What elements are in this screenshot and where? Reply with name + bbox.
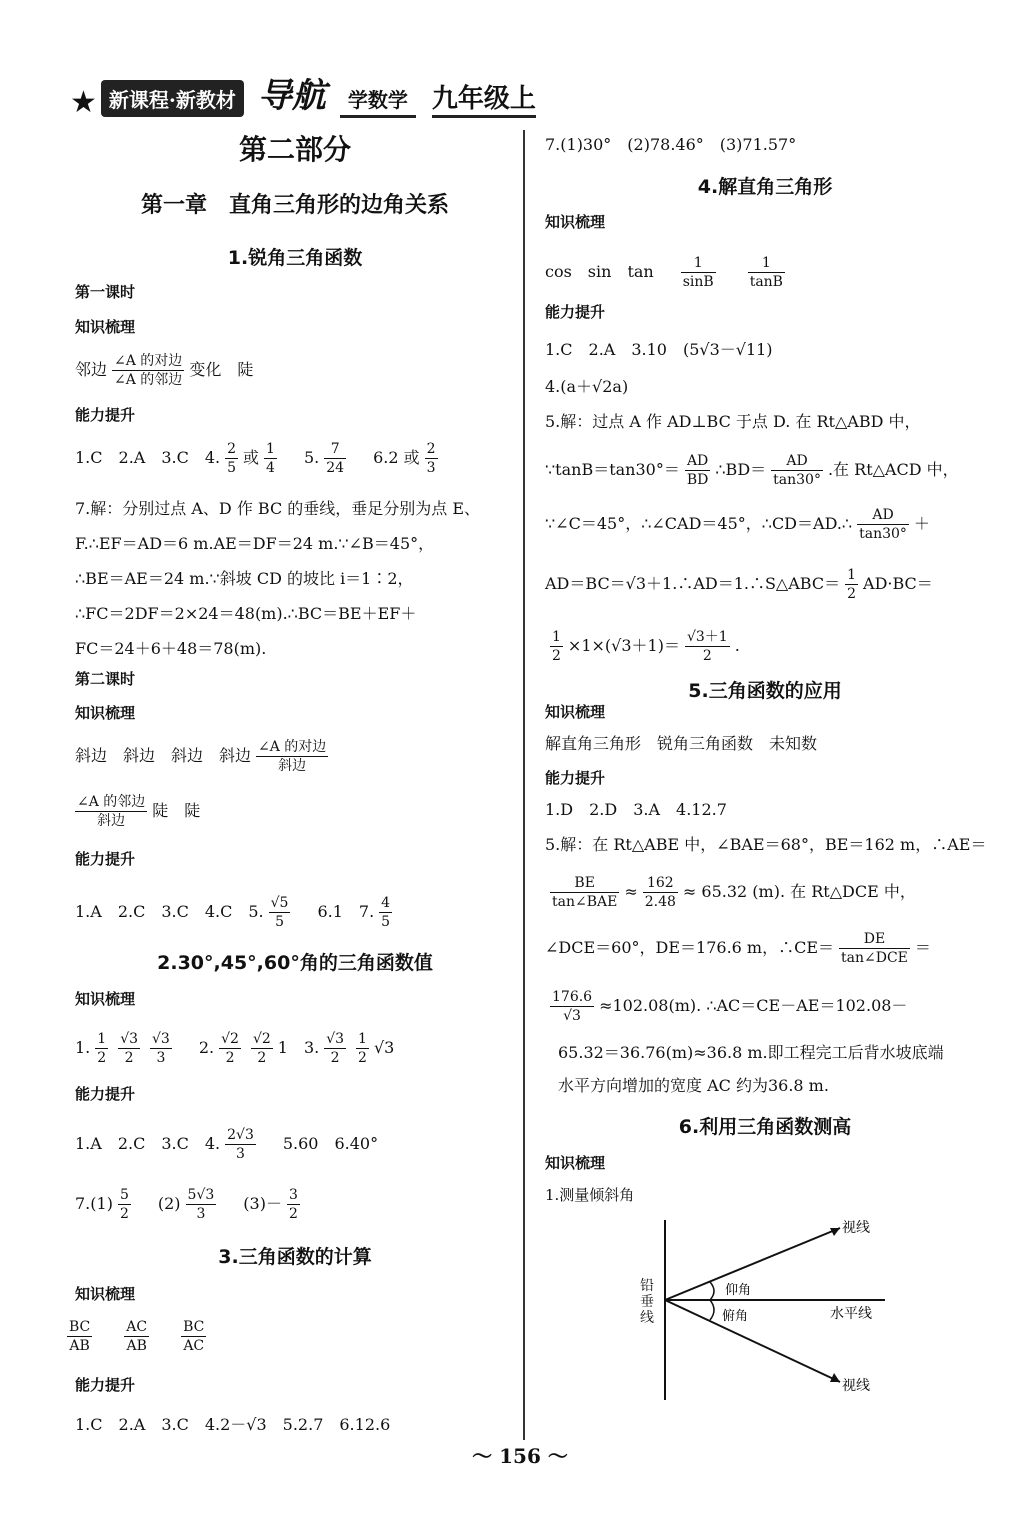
text: (3)－ [243, 1194, 282, 1213]
sight-line-up [665, 1228, 840, 1300]
den: 5 [381, 914, 391, 930]
s3-q7: 7.(1)30° (2)78.46° (3)71.57° [545, 135, 797, 154]
num: √3 [120, 1031, 139, 1047]
den: BD [686, 472, 709, 488]
fraction [550, 874, 619, 911]
s1-p7a: 7.解：分别过点 A、D 作 BC 的垂线，垂足分别为点 E、 [75, 499, 481, 518]
num: 5√3 [187, 1187, 215, 1203]
page-number: 〜 156 〜 [472, 1444, 568, 1468]
section6-title: 6.利用三角函数测高 [678, 1116, 852, 1138]
text: ∵tanB＝tan30°＝ [545, 460, 680, 479]
den: 2 [330, 1050, 340, 1066]
zs-label: 知识梳理 [545, 1154, 606, 1172]
s5-p5e: 65.32＝36.76(m)≈36.8 m.即工程完工后背水坡底端 [558, 1043, 944, 1062]
s1-nl2 [75, 894, 397, 931]
nl-label: 能力提升 [75, 1376, 136, 1394]
num: 1 [266, 441, 275, 457]
s5-p5f: 水平方向增加的宽度 AC 约为36.8 m. [558, 1076, 829, 1095]
text: 2. [198, 1038, 215, 1057]
den: tan30° [859, 526, 907, 542]
s5-zs: 解直角三角形 锐角三角函数 未知数 [545, 734, 818, 753]
den: 2 [124, 1050, 134, 1066]
text: AD·BC＝ [863, 574, 933, 593]
section3-title: 3.三角函数的计算 [218, 1246, 372, 1268]
fraction [681, 254, 716, 291]
depression-arc [710, 1300, 714, 1320]
column-divider [523, 130, 525, 1440]
section5-title: 5.三角函数的应用 [688, 680, 842, 702]
text: ∠DCE＝60°，DE＝176.6 m，∴CE＝ [545, 938, 835, 957]
page-number-text: 156 [499, 1444, 541, 1468]
fraction [118, 1030, 140, 1067]
num: 4 [381, 895, 391, 911]
fraction [118, 1186, 131, 1223]
text: . [734, 636, 740, 655]
s1-zs2 [75, 738, 333, 775]
text: ＝ [914, 938, 931, 957]
fraction [379, 894, 392, 931]
nl-label: 能力提升 [545, 769, 606, 787]
s4-p5b [545, 452, 959, 489]
num: 2√3 [227, 1127, 254, 1143]
depression-label: 俯角 [722, 1309, 749, 1324]
fraction [251, 1030, 273, 1067]
text: ∴BD＝ [715, 460, 767, 479]
star-icon: ★ [70, 85, 97, 120]
zs-label: 知识梳理 [75, 704, 136, 722]
num: AC [126, 1319, 148, 1335]
num: 3 [288, 1187, 298, 1203]
text: ∵∠C＝45°，∴∠CAD＝45°，∴CD＝AD.∴ [545, 514, 853, 533]
fraction [150, 1030, 172, 1067]
den: AB [126, 1338, 147, 1354]
s1-p7e: FC＝24＋6＋48＝78(m). [75, 639, 267, 658]
fraction [112, 352, 184, 389]
num: 1 [748, 254, 785, 273]
den: sinB [682, 274, 714, 290]
num: ∠A 的邻边 [77, 794, 146, 810]
num: ∠A 的对边 [258, 739, 327, 755]
fraction [225, 440, 238, 477]
section2-title: 2.30°,45°,60°角的三角函数值 [157, 952, 433, 974]
elevation-label: 仰角 [725, 1283, 752, 1298]
num: BC [69, 1319, 91, 1335]
den: 2 [97, 1050, 107, 1066]
fraction [75, 793, 147, 830]
den: 4 [266, 460, 275, 476]
s1-zs3 [70, 793, 200, 830]
text: ≈102.08(m). ∴AC＝CE－AE＝102.08－ [599, 996, 908, 1015]
nl-label: 能力提升 [545, 303, 606, 321]
den: tan30° [773, 472, 821, 488]
den: 2 [119, 1206, 129, 1222]
den: AC [183, 1338, 205, 1354]
s5-p5a: 5.解：在 Rt△ABE 中，∠BAE＝68°，BE＝162 m，∴AE＝ [545, 835, 987, 854]
s4-p5a: 5.解：过点 A 作 AD⊥BC 于点 D. 在 Rt△ABD 中， [545, 412, 921, 431]
fraction [685, 452, 711, 489]
fraction [356, 1030, 369, 1067]
fraction [845, 566, 858, 603]
text: 6.2 或 [373, 448, 420, 467]
fraction [550, 988, 594, 1025]
text: 5. [303, 448, 320, 467]
fraction [685, 628, 730, 665]
den: 2 [358, 1050, 367, 1066]
sight-label-1: 视线 [842, 1220, 870, 1236]
s1-zs1 [75, 352, 253, 389]
fraction [287, 1186, 300, 1223]
s1-p7d: ∴FC＝2DF＝2×24＝48(m).∴BC＝BE＋EF＋ [75, 604, 417, 623]
text: 1.A 2.C 3.C 4.C 5. [75, 902, 264, 921]
den: AB [69, 1338, 90, 1354]
num: 5 [119, 1187, 129, 1203]
angle-diagram [630, 1210, 910, 1410]
s4-p5e [545, 628, 740, 665]
fraction [857, 506, 909, 543]
num: 1 [681, 254, 716, 273]
s1-nl1 [75, 440, 443, 477]
fraction [181, 1318, 206, 1355]
den: 5 [227, 460, 237, 476]
horizontal-label: 水平线 [830, 1306, 872, 1322]
fraction [67, 1318, 92, 1355]
num: 2 [227, 441, 237, 457]
fraction [186, 1186, 217, 1223]
s1-p7c: ∴BE＝AE＝24 m.∵斜坡 CD 的坡比 i＝1∶2， [75, 569, 414, 588]
num: 176.6 [552, 989, 593, 1005]
den: 2 [552, 648, 561, 664]
fraction [643, 874, 678, 911]
num: BE [550, 874, 619, 893]
num: DE [839, 930, 910, 949]
num: 1 [358, 1031, 367, 1047]
num: √2 [221, 1031, 239, 1047]
num: √3 [152, 1031, 170, 1047]
fraction [256, 738, 328, 775]
zs-label: 知识梳理 [75, 990, 136, 1008]
section1-title: 1.锐角三角函数 [227, 247, 363, 269]
den: 3 [426, 460, 436, 476]
num: 162 [643, 874, 678, 893]
lesson2-label: 第二课时 [75, 670, 136, 688]
den: tan∠BAE [552, 894, 618, 910]
fraction [264, 440, 277, 477]
fraction [269, 894, 291, 931]
s4-zs [545, 254, 790, 291]
fraction [95, 1030, 108, 1067]
text: AD＝BC＝√3＋1.∴AD＝1.∴S△ABC＝ [545, 574, 841, 593]
num: √3＋1 [686, 629, 728, 645]
text: ≈ 65.32 (m). 在 Rt△DCE 中， [682, 882, 916, 901]
sight-line-down [665, 1300, 840, 1382]
s4-nl1: 1.C 2.A 3.10 (5√3－√11) [545, 340, 773, 359]
text: ≈ [624, 882, 638, 901]
text: 1 3. [277, 1038, 320, 1057]
fraction [425, 440, 438, 477]
den: 3 [156, 1050, 166, 1066]
fraction [124, 1318, 149, 1355]
fraction [550, 628, 563, 665]
text: (2) [157, 1194, 181, 1213]
text: 陡 陡 [152, 801, 201, 820]
zs-label: 知识梳理 [75, 1285, 136, 1303]
s5-p5c [545, 930, 931, 967]
den: 3 [236, 1146, 245, 1162]
page-header [70, 68, 650, 120]
den: 斜边 [97, 813, 126, 829]
s4-nl2: 4.(a＋√2a) [545, 377, 629, 396]
text: 或 [243, 448, 260, 467]
text: 1.A 2.C 3.C 4. [75, 1134, 221, 1153]
den: tan∠DCE [841, 950, 908, 966]
text: cos sin tan [545, 262, 654, 281]
plumb-label: 铅垂线 [640, 1278, 654, 1326]
fraction [225, 1126, 256, 1163]
s6-item1: 1.测量倾斜角 [545, 1186, 635, 1204]
text: 斜边 斜边 斜边 斜边 [75, 746, 252, 765]
text: 1.C 2.A 3.C 4. [75, 448, 221, 467]
text: ＋ [913, 514, 930, 533]
nl-label: 能力提升 [75, 850, 136, 868]
text: 5.60 6.40° [282, 1134, 379, 1153]
section4-title: 4.解直角三角形 [697, 176, 833, 198]
s4-p5d [545, 566, 933, 603]
den: 2 [225, 1050, 235, 1066]
num: 1 [97, 1031, 107, 1047]
nl-label: 能力提升 [75, 1085, 136, 1103]
den: 2 [702, 648, 712, 664]
text: ×1×(√3＋1)＝ [567, 636, 680, 655]
num: AD [771, 452, 823, 471]
s5-nl: 1.D 2.D 3.A 4.12.7 [545, 800, 727, 819]
s3-zs [62, 1318, 211, 1355]
subject-label: 学数学 [340, 82, 416, 118]
text: 邻边 [75, 360, 108, 379]
s2-nl [75, 1126, 378, 1163]
fraction [219, 1030, 241, 1067]
num: BC [183, 1319, 205, 1335]
s4-p5c [545, 506, 930, 543]
text: √3 [373, 1038, 395, 1057]
num: 2 [426, 441, 436, 457]
fraction [748, 254, 785, 291]
fraction [771, 452, 823, 489]
den: ∠A 的邻边 [114, 372, 183, 388]
den: 斜边 [278, 758, 307, 774]
text: 1. [75, 1038, 91, 1057]
zs-label: 知识梳理 [545, 703, 606, 721]
num: AD [857, 506, 909, 525]
text: 7.(1) [75, 1194, 113, 1213]
sight-label-2: 视线 [842, 1378, 870, 1394]
den: 2.48 [644, 894, 676, 910]
logo: 导航 [257, 76, 326, 116]
fraction [324, 440, 346, 477]
text: .在 Rt△ACD 中， [827, 460, 959, 479]
s1-p7b: F.∴EF＝AD＝6 m.AE＝DF＝24 m.∵∠B＝45°， [75, 534, 435, 553]
num: √3 [326, 1031, 345, 1047]
num: 1 [552, 629, 561, 645]
num: 1 [847, 567, 857, 583]
lesson1-label: 第一课时 [75, 283, 136, 301]
num: 7 [324, 440, 346, 459]
den: 2 [288, 1206, 298, 1222]
elevation-arc [710, 1282, 714, 1300]
den: 5 [275, 914, 284, 930]
grade-label: 九年级上 [432, 78, 536, 118]
den: 2 [257, 1050, 267, 1066]
s5-p5d [545, 988, 907, 1025]
num: ∠A 的对边 [114, 353, 183, 369]
num: √2 [252, 1031, 271, 1047]
part-title: 第二部分 [238, 133, 351, 166]
fraction [839, 930, 910, 967]
den: tanB [749, 274, 783, 290]
den: 2 [847, 586, 857, 602]
zs-label: 知识梳理 [75, 318, 136, 336]
text: 变化 陡 [189, 360, 254, 379]
series-label: 新课程·新教材 [101, 80, 244, 117]
den: 24 [326, 460, 345, 476]
s3-nl: 1.C 2.A 3.C 4.2－√3 5.2.7 6.12.6 [75, 1415, 391, 1434]
den: √3 [563, 1008, 581, 1024]
s5-p5b [545, 874, 916, 911]
zs-label: 知识梳理 [545, 213, 606, 231]
text: 6.1 7. [317, 902, 375, 921]
den: 3 [196, 1206, 206, 1222]
s2-q7 [75, 1186, 305, 1223]
chapter-title: 第一章 直角三角形的边角关系 [140, 192, 449, 218]
num: AD [685, 452, 711, 471]
s2-zs [75, 1030, 394, 1067]
fraction [324, 1030, 346, 1067]
nl-label: 能力提升 [75, 406, 136, 424]
num: √5 [270, 895, 289, 911]
